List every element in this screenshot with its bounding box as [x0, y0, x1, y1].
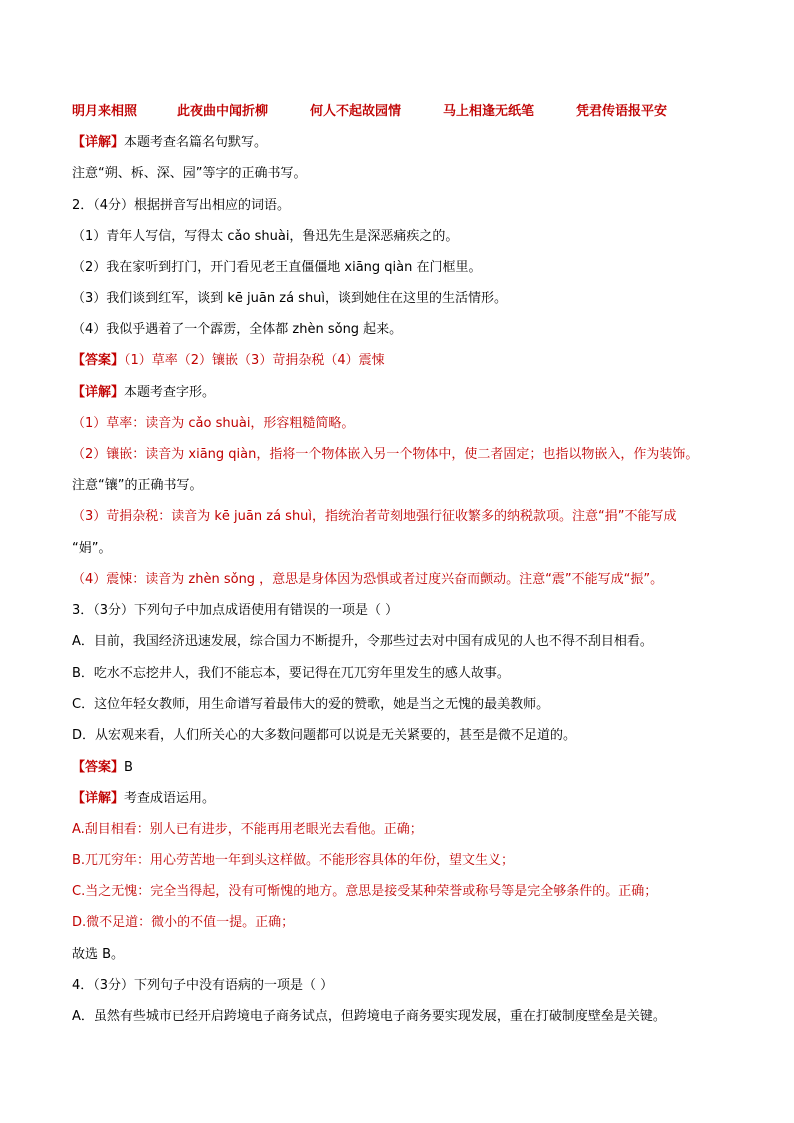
answer-line	[72, 352, 385, 370]
detail-label: 【详解】	[72, 135, 125, 150]
detail-line	[72, 384, 215, 402]
detail-line	[72, 790, 215, 808]
detail-label: 【详解】	[72, 385, 125, 400]
answer-item: 何人不起故园情	[310, 104, 402, 119]
answer-line	[72, 759, 133, 777]
question-stem: 3．（3分）下列句子中加点成语使用有错误的一项是（ ）	[72, 603, 399, 618]
detail-item: （4）震悚：读音为 zhèn sǒng ，意思是身体因为恐惧或者过度兴奋而颤动。注意“震”不能写成“振”。	[72, 572, 664, 587]
conclusion: 故选 B。	[72, 947, 125, 962]
detail-item: 注意“镶”的正确书写。	[72, 478, 203, 493]
question-item: （3）我们谈到红军，谈到 kē juān zá shuì，谈到她住在这里的生活情形。	[72, 291, 508, 306]
detail-item: （3）苛捐杂税：读音为 kē juān zá shuì，指统治者苛刻地强行征收繁多的纳税款项。注意“捐”不能写成	[72, 509, 677, 524]
q1-detail	[72, 134, 267, 152]
answer-item: 此夜曲中闻折柳	[177, 104, 269, 119]
detail-item: A.刮目相看：别人已有进步，不能再用老眼光去看他。正确；	[72, 822, 423, 837]
detail-item: （2）镶嵌：读音为 xiāng qiàn，指将一个物体嵌入另一个物体中，使二者固定；也指以物嵌入，作为装饰。	[72, 447, 699, 462]
detail-text: 本题考查字形。	[124, 385, 216, 400]
option: A．虽然有些城市已经开启跨境电子商务试点，但跨境电子商务要实现发展，重在打破制度壁垒是关键。	[72, 1009, 666, 1024]
question-item: （4）我似乎遇着了一个霹雳，全体都 zhèn sǒng 起来。	[72, 322, 403, 337]
detail-item: “娟”。	[72, 541, 112, 556]
answer-text: （1）草率（2）镶嵌（3）苛捐杂税（4）震悚	[124, 353, 385, 368]
answer-label: 【答案】	[72, 760, 125, 775]
answer-text: B	[124, 760, 133, 775]
option: C．这位年轻女教师，用生命谱写着最伟大的爱的赞歌，她是当之无愧的最美教师。	[72, 697, 550, 712]
detail-item: D.微不足道：微小的不值一提。正确；	[72, 915, 295, 930]
detail-item: C.当之无愧：完全当得起，没有可惭愧的地方。意思是接受某种荣誉或称号等是完全够条件的。正确；	[72, 884, 658, 899]
question-stem: 4．（3分）下列句子中没有语病的一项是（ ）	[72, 978, 334, 993]
answer-item: 凭君传语报平安	[576, 104, 668, 119]
detail-label: 【详解】	[72, 791, 125, 806]
detail-text: 考查成语运用。	[124, 791, 216, 806]
question-stem: 2．（4分）根据拼音写出相应的词语。	[72, 198, 291, 213]
answer-item: 明月来相照	[72, 104, 138, 119]
q1-detail-note: 注意“朔、柝、深、园”等字的正确书写。	[72, 166, 307, 181]
question-item: （2）我在家听到打门，开门看见老王直僵僵地 xiāng qiàn 在门框里。	[72, 260, 482, 275]
option: D．从宏观来看，人们所关心的大多数问题都可以说是无关紧要的，甚至是微不足道的。	[72, 728, 577, 743]
question-item: （1）青年人写信，写得太 cǎo shuài，鲁迅先生是深恶痛疾之的。	[72, 229, 459, 244]
detail-item: （1）草率：读音为 cǎo shuài，形容粗糙简略。	[72, 416, 355, 431]
answer-label: 【答案】	[72, 353, 125, 368]
detail-item: B.兀兀穷年：用心劳苦地一年到头这样做。不能形容具体的年份，望文生义；	[72, 853, 515, 868]
option: B．吃水不忘挖井人，我们不能忘本，要记得在兀兀穷年里发生的感人故事。	[72, 666, 510, 681]
detail-text: 本题考查名篇名句默写。	[124, 135, 268, 150]
answer-item: 马上相逢无纸笔	[443, 104, 535, 119]
option: A．目前，我国经济迅速发展，综合国力不断提升，令那些过去对中国有成见的人也不得不刮目相看。	[72, 634, 653, 649]
